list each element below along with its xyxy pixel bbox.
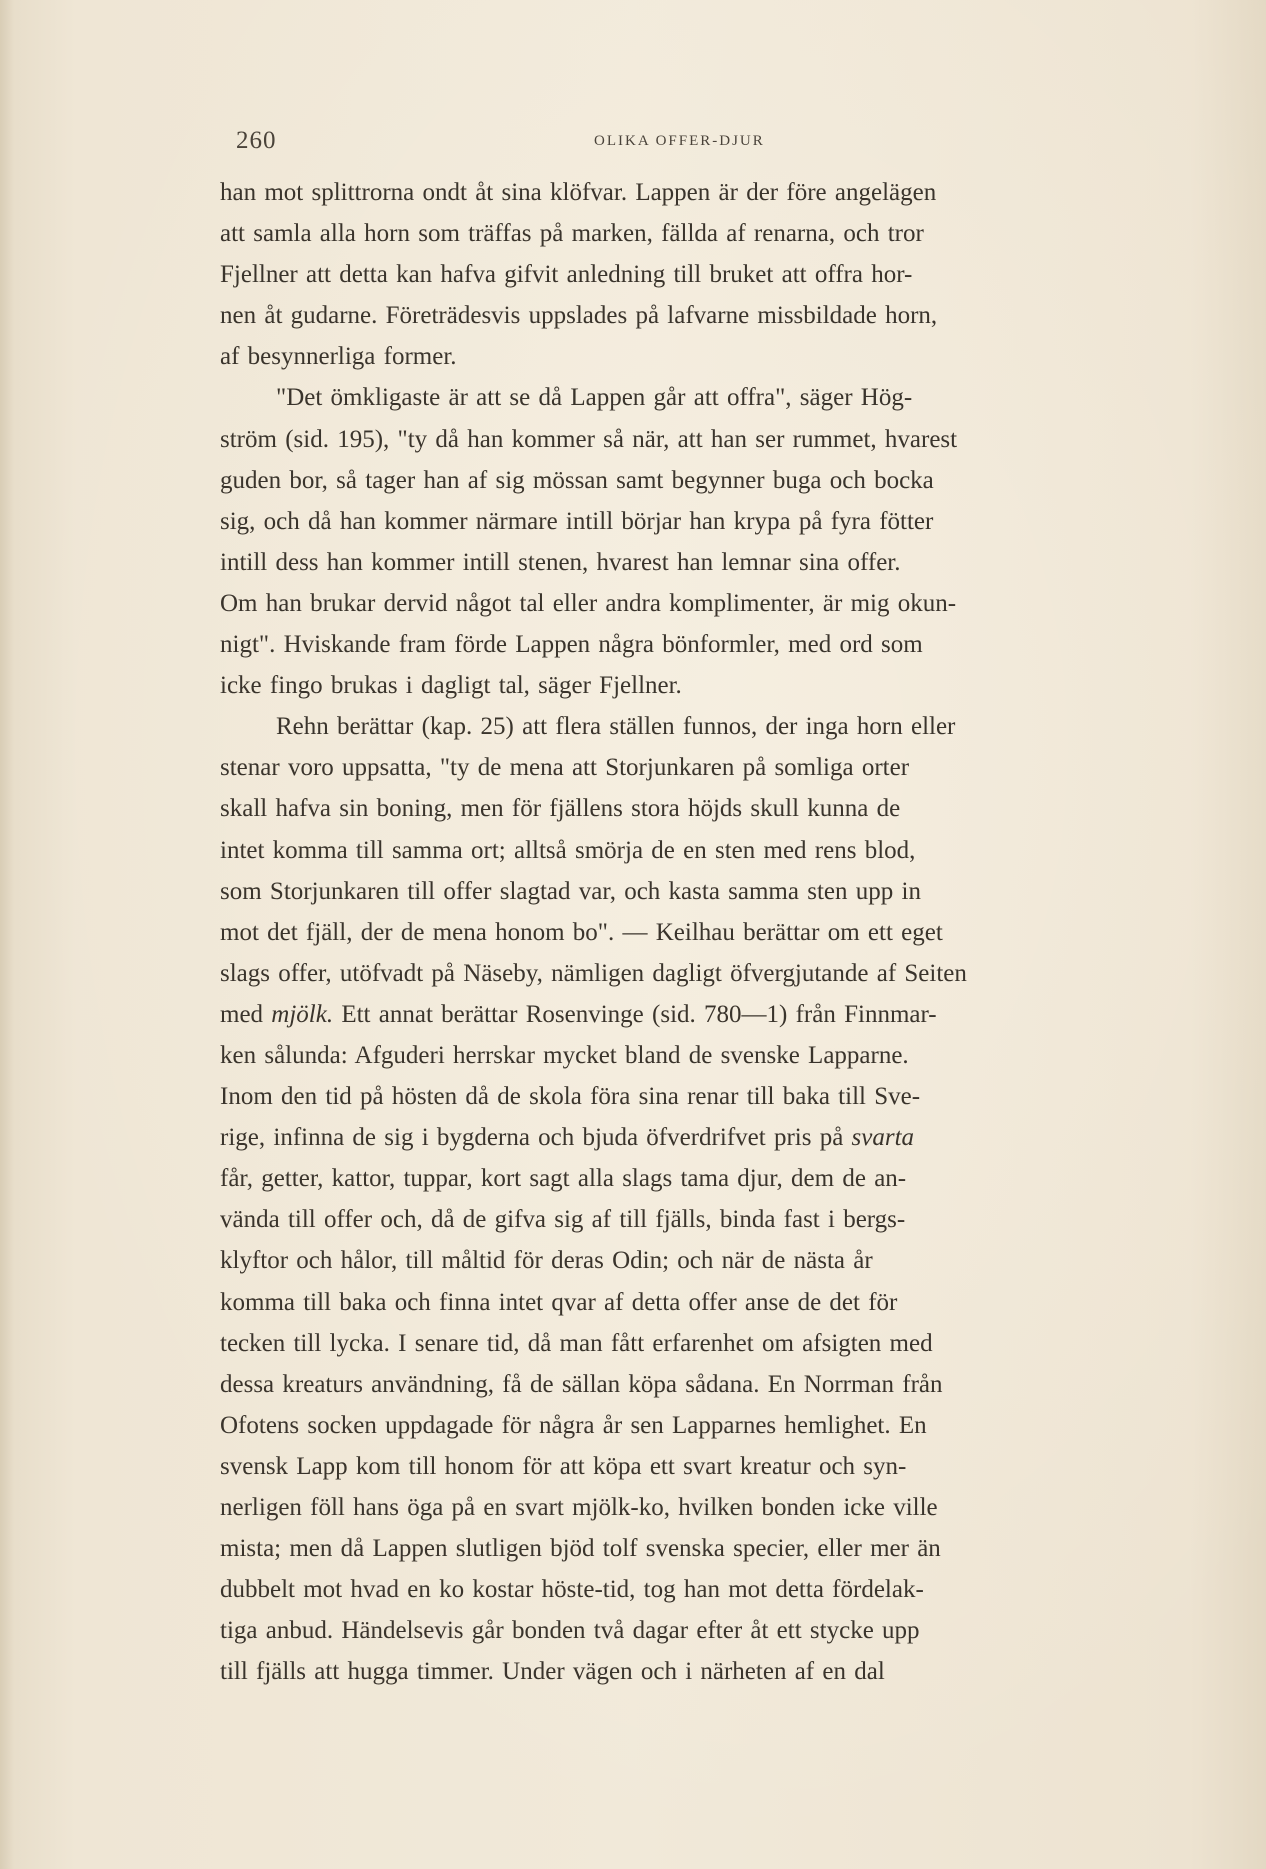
- page-edge-shadow: [0, 0, 14, 1869]
- text-line: till fjälls att hugga timmer. Under vägen och i närheten af en dal: [220, 1658, 885, 1686]
- text-line: komma till baka och finna intet qvar af detta offer anse de det för: [220, 1288, 898, 1316]
- text-line: svensk Lapp kom till honom för att köpa ett svart kreatur och syn-: [220, 1452, 907, 1480]
- page-number: 260: [236, 127, 277, 154]
- text-line: nigt". Hviskande fram förde Lappen några bönformler, med ord som: [220, 631, 923, 659]
- text-line: "Det ömkligaste är att se då Lappen går att offra", säger Hög-: [276, 384, 913, 412]
- text-line: mot det fjäll, der de mena honom bo". — Keilhau berättar om ett eget: [220, 918, 943, 946]
- text-segment: Ett annat berättar Rosenvinge (sid. 780—1) från Finnmar-: [333, 1000, 937, 1028]
- text-line: skall hafva sin boning, men för fjällens stora höjds skull kunna de: [220, 795, 901, 823]
- running-title: OLIKA OFFER-DJUR: [594, 133, 765, 149]
- text-line: sig, och då han kommer närmare intill börjar han krypa på fyra fötter: [220, 507, 934, 535]
- text-line: tiga anbud. Händelsevis går bonden två dagar efter åt ett stycke upp: [220, 1617, 920, 1645]
- text-line: nen åt gudarne. Företrädesvis uppslades på lafvarne missbildade horn,: [220, 302, 938, 330]
- text-line: tecken till lycka. I senare tid, då man fått erfarenhet om afsigten med: [220, 1329, 933, 1357]
- text-segment: med: [220, 1000, 272, 1028]
- italic-word: mjölk.: [271, 1000, 334, 1028]
- text-segment: rige, infinna de sig i bygderna och bjuda öfverdrifvet pris på: [220, 1124, 852, 1152]
- text-line: dubbelt mot hvad en ko kostar höste-tid, tog han mot detta fördelak-: [220, 1576, 924, 1604]
- text-line: Inom den tid på hösten då de skola föra sina renar till baka till Sve-: [220, 1083, 921, 1111]
- text-line: han mot splittrorna ondt åt sina klöfvar. Lappen är der före angelägen: [220, 179, 937, 206]
- text-line: vända till offer och, då de gifva sig af till fjälls, binda fast i bergs-: [220, 1206, 906, 1234]
- text-line: mista; men då Lappen slutligen bjöd tolf svenska specier, eller mer än: [220, 1535, 941, 1563]
- text-line: nerligen föll hans öga på en svart mjölk-ko, hvilken bonden icke ville: [220, 1494, 938, 1521]
- text-line: ström (sid. 195), "ty då han kommer så när, att han ser rummet, hvarest: [220, 425, 958, 453]
- text-line: Rehn berättar (kap. 25) att flera ställen funnos, der inga horn eller: [276, 713, 956, 741]
- text-line: dessa kreaturs användning, få de sällan köpa sådana. En Norrman från: [220, 1370, 943, 1398]
- text-line: Ofotens socken uppdagade för några år sen Lapparnes hemlighet. En: [220, 1411, 927, 1439]
- text-line: stenar voro uppsatta, "ty de mena att Storjunkaren på somliga orter: [220, 754, 910, 782]
- text-line-with-italic: [220, 1117, 1170, 1158]
- text-line: klyftor och hålor, till måltid för deras Odin; och när de nästa år: [220, 1247, 873, 1275]
- text-line: af besynnerliga former.: [220, 343, 457, 371]
- body-text: [220, 172, 1170, 1692]
- text-line: guden bor, så tager han af sig mössan samt begynner buga och bocka: [220, 466, 934, 494]
- italic-word: svarta: [851, 1124, 915, 1152]
- text-line: att samla alla horn som träffas på marken, fällda af renarna, och tror: [220, 220, 924, 248]
- text-line: får, getter, kattor, tuppar, kort sagt alla slags tama djur, dem de an-: [220, 1165, 907, 1193]
- text-line: som Storjunkaren till offer slagtad var, och kasta samma sten upp in: [220, 877, 921, 905]
- text-line-with-italic: [220, 994, 1170, 1035]
- text-line: intill dess han kommer intill stenen, hvarest han lemnar sina offer.: [220, 548, 901, 576]
- text-line: intet komma till samma ort; alltså smörja de en sten med rens blod,: [220, 836, 916, 864]
- text-line: ken sålunda: Afguderi herrskar mycket bland de svenske Lapparne.: [220, 1041, 909, 1069]
- running-head: [0, 127, 1266, 157]
- text-line: Fjellner att detta kan hafva gifvit anledning till bruket att offra hor-: [220, 261, 913, 289]
- text-line: Om han brukar dervid något tal eller andra komplimenter, är mig okun-: [220, 589, 957, 617]
- text-line: slags offer, utöfvadt på Näseby, nämligen dagligt öfvergjutande af Seiten: [220, 959, 967, 987]
- text-line: icke fingo brukas i dagligt tal, säger Fjellner.: [220, 672, 682, 700]
